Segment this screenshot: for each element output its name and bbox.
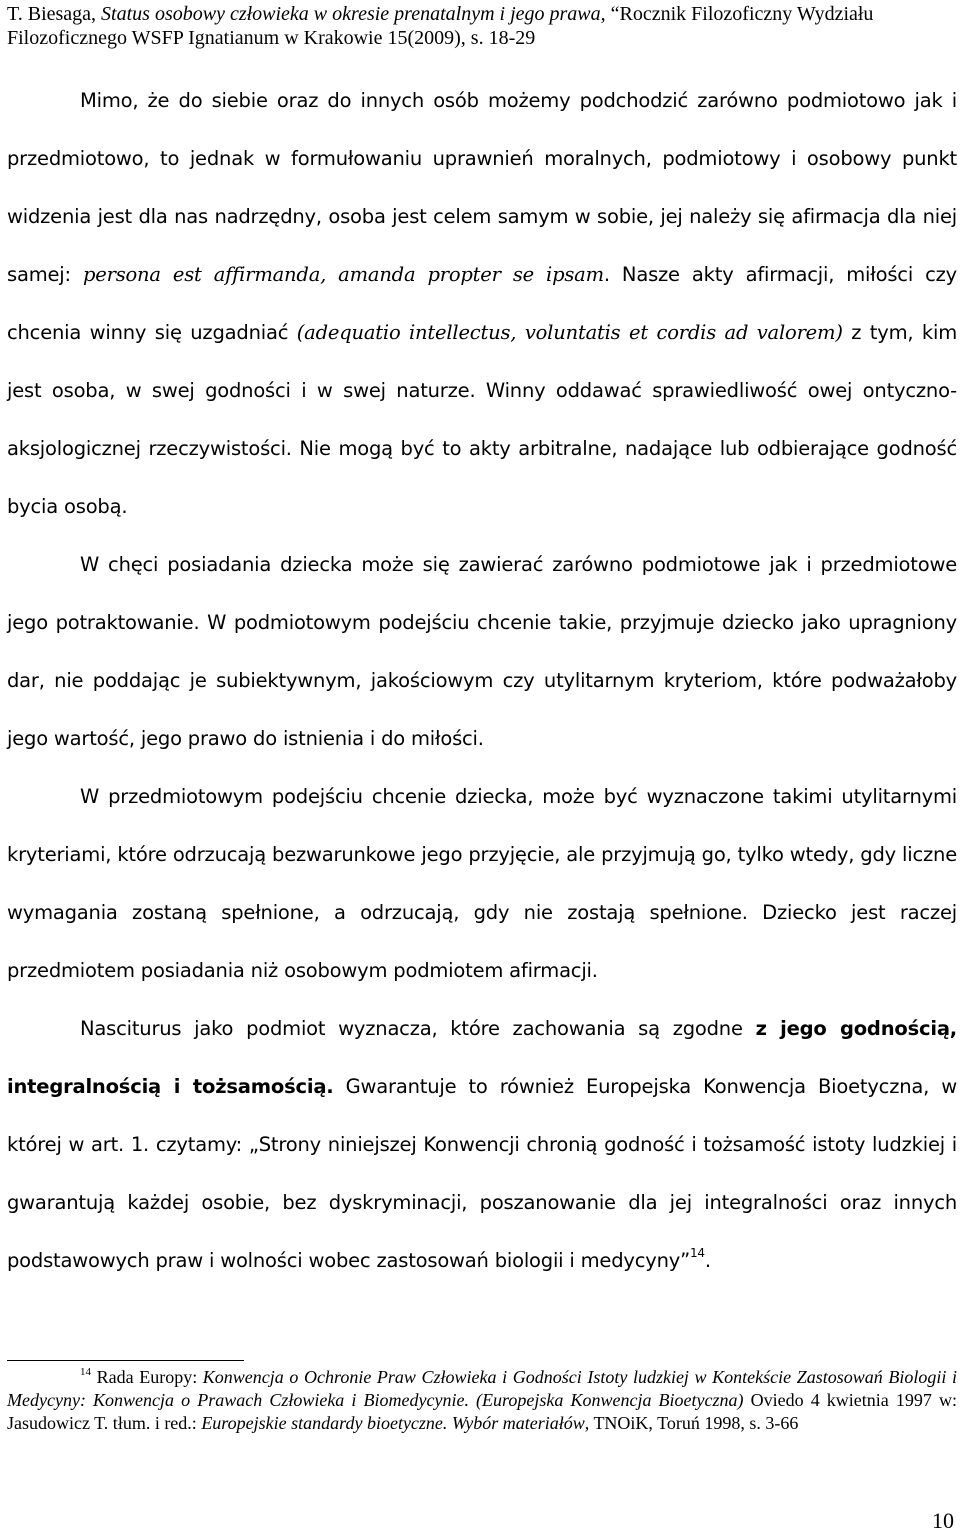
paragraph-1: Mimo, że do siebie oraz do innych osób możemy podchodzić zarówno podmiotowo jak i przedmiotowo, to jednak w formułowaniu uprawnień moralnych, podmiotowy i osobowy punkt widzenia jest dla nas nadrzędny, osoba jest celem samym w sobie, jej należy się afirmacja dla niej samej: persona est affirmanda, amanda propter se ipsam. Nasze akty afirmacji, miłości czy chcenia winny się uzgadniać (adequatio intellectus, voluntatis et cordis ad valorem) z tym, kim jest osoba, w swej godności i w swej naturze. Winny oddawać sprawiedliwość owej ontyczno-aksjologicznej rzeczywistości. Nie mogą być to akty arbitralne, nadające lub odbierające godność bycia osobą. — [7, 89, 958, 518]
latin-phrase: (adequatio intellectus, voluntatis et cordis ad valorem) — [296, 321, 843, 344]
latin-phrase: persona est affirmanda, amanda propter se ipsam — [82, 263, 604, 286]
emphasis: z jego godnością, integralnością i tożsamością. — [7, 1017, 957, 1098]
page-number: 10 — [932, 1508, 954, 1533]
paragraph-4: Nasciturus jako podmiot wyznacza, które zachowania są zgodne z jego godnością, integralnością i tożsamością. Gwarantuje to również Europejska Konwencja Bioetyczna, w której w art. 1. czytamy: „Strony niniejszej Konwencji chronią godność i tożsamość istoty ludzkiej i gwarantują każdej osobie, bez dyskryminacji, poszanowanie dla jej integralności oraz innych podstawowych praw i wolności wobec zastosowań biologii i medycyny”$^{14}$. — [7, 1017, 958, 1272]
paragraph-3: W przedmiotowym podejściu chcenie dziecka, może być wyznaczone takimi utylitarnymi kryteriami, które odrzucają bezwarunkowe jego przyjęcie, ale przyjmują go, tylko wtedy, gdy liczne wymagania zostaną spełnione, a odrzucają, gdy nie zostają spełnione. Dziecko jest raczej przedmiotem posiadania niż osobowym podmiotem afirmacji. — [7, 785, 957, 982]
header-article-title: Status osobowy człowieka w okresie prenatalnym i jego prawa, — [101, 3, 606, 25]
main-text — [7, 72, 957, 1290]
footnote-number: 14 — [80, 1366, 91, 1378]
footnote-14: $^{14}$ Rada Europy: Konwencja o Ochronie Praw Człowieka i Godności Istoty ludzkiej w Kontekście Zastosowań Biologii i Medycyny: Konwencja o Prawach Człowieka i Biomedycynie. (Europejska Konwencja Bioetyczna) Oviedo 4 kwietnia 1997 w: Jasudowicz T. tłum. i red.: Europejskie standardy bioetyczne. Wybór materiałów, TNOiK, Toruń 1998, s. 3-66 — [7, 1366, 957, 1433]
footnote-reference[interactable]: 14 — [690, 1246, 705, 1260]
footnote-separator — [7, 1360, 244, 1361]
paragraph-2: W chęci posiadania dziecka może się zawierać zarówno podmiotowe jak i przedmiotowe jego potraktowanie. W podmiotowym podejściu chcenie takie, przyjmuje dziecko jako upragniony dar, nie poddając je subiektywnym, jakościowym czy utylitarnym kryteriom, które podważałoby jego wartość, jego prawo do istnienia i do miłości. — [7, 553, 957, 750]
running-header — [7, 2, 957, 50]
header-journal: “Rocznik Filozoficzny Wydziału Filozoficznego WSFP Ignatianum w Krakowie 15(2009), s. 18-29 — [7, 3, 874, 49]
header-author: T. Biesaga, — [7, 3, 102, 25]
